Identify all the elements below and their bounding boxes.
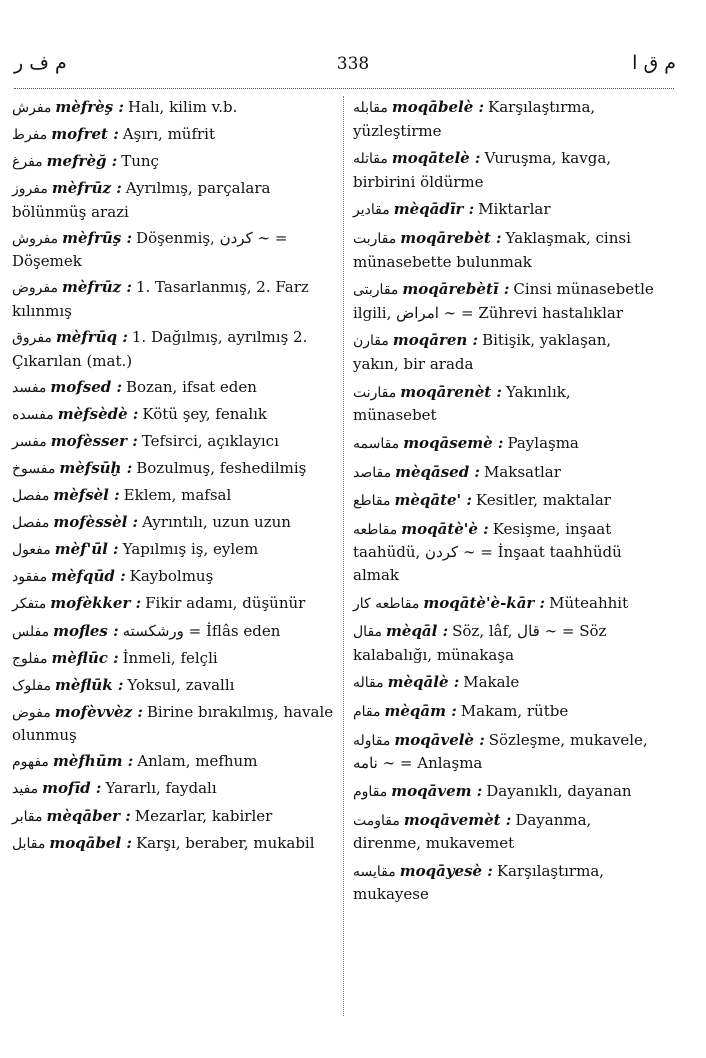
entry-arabic: مفعول [12, 542, 51, 559]
header-divider [14, 88, 674, 89]
entry-definition: Yoksul, zavallı [127, 675, 235, 694]
entry-headword: mefrèğ : [46, 152, 118, 171]
entry-headword: mofīd : [42, 779, 102, 798]
dictionary-entry [12, 674, 334, 698]
entry-arabic: مفسد [12, 379, 47, 396]
entry-arabic: مفروز [12, 181, 48, 198]
entry-headword: mèf'ūl : [54, 540, 119, 559]
entry-arabic: مقایسه [353, 863, 396, 880]
entry-arabic: مقاطعه کار [353, 595, 420, 612]
entry-arabic: مفسده [12, 406, 54, 423]
entry-definition: Maksatlar [483, 462, 561, 481]
entry-arabic: مفلوک [12, 677, 51, 694]
entry-definition: Bitişik, yaklaşan, yakın, bir arada [353, 331, 612, 373]
entry-headword: moqābel : [49, 833, 132, 852]
dictionary-entry [353, 729, 657, 775]
entry-headword: mèqāl : [386, 622, 449, 641]
dictionary-entry [353, 227, 657, 273]
entry-definition: Karşılaştırma, mukayese [353, 861, 605, 904]
dictionary-entry [12, 326, 334, 372]
right-column [353, 96, 657, 911]
entry-arabic: مفلس [12, 623, 50, 640]
entry-definition: Yaklaşmak, cinsi münasebette bulunmak [353, 229, 631, 271]
entry-headword: mèqām : [384, 702, 457, 721]
entry-headword: mofles : [53, 621, 119, 640]
dictionary-entry [12, 430, 334, 454]
entry-arabic: مفسوخ [12, 460, 56, 477]
dictionary-entry [353, 381, 657, 427]
entry-arabic: مفرط [12, 127, 48, 144]
entry-arabic: مفوض [12, 704, 51, 721]
entry-arabic: مفروض [12, 280, 58, 297]
entry-definition: Söz, lâf, قال ∼ = Söz kalabalığı, münakaşa [353, 622, 607, 664]
dictionary-entry [12, 832, 334, 856]
entry-arabic: مقارن [353, 333, 389, 350]
entry-headword: moqāvemèt : [403, 810, 512, 829]
dictionary-entry [353, 147, 657, 193]
entry-arabic: مفروق [12, 330, 52, 347]
header-left-letters: م ف ر [14, 52, 67, 74]
entry-arabic: مقال [353, 624, 383, 641]
header-right-letters: م ق ا [632, 52, 676, 74]
entry-definition: Tunç [121, 152, 159, 171]
entry-arabic: مقاطعه [353, 521, 398, 538]
dictionary-entry [353, 461, 657, 485]
entry-headword: mofèkker : [50, 594, 142, 613]
entry-definition: Vuruşma, kavga, birbirini öldürme [353, 149, 612, 191]
entry-headword: moqābelè : [391, 98, 485, 116]
entry-definition: Yararlı, faydalı [105, 779, 217, 798]
entry-definition: 1. Dağılmış, ayrılmış 2. Çıkarılan (mat.) [12, 328, 308, 370]
entry-definition: Dayanıklı, dayanan [486, 782, 632, 800]
dictionary-entry [12, 750, 334, 774]
dictionary-entry [12, 647, 334, 671]
dictionary-entry [12, 805, 334, 829]
dictionary-entry [12, 403, 334, 427]
entry-definition: Yapılmış iş, eylem [122, 540, 259, 559]
entry-headword: mèfrèş : [55, 98, 124, 116]
entry-headword: mèfsèdè : [57, 404, 139, 423]
entry-arabic: مقاله [353, 675, 384, 692]
entry-headword: moqāvelè : [394, 730, 485, 749]
entry-arabic: مفروش [12, 230, 59, 247]
entry-headword: moqāsemè : [403, 433, 504, 452]
dictionary-entry [12, 150, 334, 174]
entry-arabic: مقاوم [353, 784, 388, 800]
page-number: 338 [336, 54, 370, 74]
dictionary-entry [12, 484, 334, 508]
entry-definition: Makale [463, 673, 520, 692]
entry-headword: mèqādīr : [393, 200, 475, 219]
entry-headword: mèfrūq : [55, 328, 128, 347]
dictionary-entry [353, 809, 657, 855]
dictionary-entry [353, 860, 657, 906]
entry-headword: mèfsūḫ : [59, 458, 133, 477]
dictionary-entry [12, 701, 334, 747]
dictionary-entry [12, 511, 334, 535]
entry-arabic: مقاسمه [353, 435, 400, 452]
dictionary-entry [12, 620, 334, 644]
dictionary-entry [353, 489, 657, 513]
entry-headword: mèqāte' : [394, 491, 472, 510]
entry-definition: Halı, kilim v.b. [127, 98, 238, 116]
entry-definition: Paylaşma [507, 433, 579, 452]
entry-definition: Döşenmiş, کردن ∼ = Döşemek [12, 228, 288, 271]
entry-headword: moqārenèt : [400, 382, 502, 401]
entry-headword: moqāyesè : [399, 861, 493, 880]
entry-definition: Fikir adamı, düşünür [145, 594, 306, 613]
dictionary-entry [12, 592, 334, 616]
entry-definition: Sözleşme, mukavele, نامه ∼ = Anlaşma [353, 730, 648, 773]
entry-headword: moqāren : [392, 331, 479, 350]
entry-definition: Tefsirci, açıklayıcı [141, 431, 279, 450]
entry-arabic: مقابر [12, 808, 43, 825]
entry-definition: Müteahhit [549, 593, 629, 612]
dictionary-entry [353, 592, 657, 616]
entry-headword: mèfsèl : [53, 486, 120, 505]
dictionary-entry [12, 227, 334, 273]
dictionary-entry [353, 96, 657, 142]
entry-headword: moqārebèt : [400, 229, 502, 248]
entry-arabic: مفصل [12, 515, 50, 532]
dictionary-entry [353, 278, 657, 324]
entry-headword: mèflūk : [54, 675, 124, 694]
entry-headword: mofret : [51, 125, 119, 144]
entry-definition: Birine bırakılmış, havale olunmuş [12, 702, 334, 745]
entry-headword: mèflūc : [51, 648, 119, 667]
entry-arabic: مقاربت [353, 231, 397, 248]
entry-definition: Eklem, mafsal [123, 486, 232, 505]
dictionary-entry [12, 96, 334, 120]
entry-headword: moqātè'è : [401, 519, 489, 538]
entry-headword: moqāvem : [391, 782, 483, 800]
dictionary-entry [353, 518, 657, 587]
entry-headword: moqātè'è-kār : [423, 593, 546, 612]
entry-definition: 1. Tasarlanmış, 2. Farz kılınmış [12, 278, 309, 320]
entry-headword: mofèvvèz : [54, 702, 143, 721]
entry-definition: Kaybolmuş [129, 567, 214, 586]
entry-arabic: مفلوج [12, 650, 48, 667]
entry-definition: Cinsi münasebetle ilgili, امراض ∼ = Zührevi hastalıklar [353, 280, 654, 322]
dictionary-entry [12, 276, 334, 322]
entry-arabic: مفید [12, 781, 39, 798]
dictionary-entry [353, 700, 657, 724]
entry-arabic: مقابل [12, 835, 46, 852]
entry-headword: mèqāber : [46, 806, 131, 825]
entry-headword: moqārebètī : [402, 280, 510, 299]
entry-arabic: مقاطع [353, 493, 391, 510]
entry-definition: Ayrılmış, parçalara bölünmüş arazi [12, 179, 271, 221]
dictionary-entry [12, 538, 334, 562]
entry-arabic: مقام [353, 704, 381, 721]
dictionary-entry [12, 376, 334, 400]
dictionary-entry [12, 177, 334, 223]
entry-definition: İnmeli, felçli [122, 648, 218, 667]
entry-definition: Kesişme, inşaat taahüdü, کردن ∼ = İnşaat taahhüdü almak [353, 519, 622, 584]
entry-headword: mèqālè : [387, 673, 460, 692]
entry-arabic: مفصل [12, 488, 50, 505]
entry-arabic: مقاومت [353, 812, 400, 829]
dictionary-entry [353, 198, 657, 222]
entry-arabic: مفهوم [12, 754, 49, 771]
dictionary-entry [12, 777, 334, 801]
entry-headword: mèqāsed : [395, 462, 480, 481]
dictionary-entry [353, 780, 657, 804]
entry-definition: Ayrıntılı, uzun uzun [142, 513, 291, 532]
entry-arabic: مفرش [12, 100, 52, 116]
entry-arabic: مقاصد [353, 464, 392, 481]
entry-arabic: مقاربتی [353, 282, 399, 299]
dictionary-entry [353, 620, 657, 666]
entry-headword: mèfhūm : [52, 752, 134, 771]
entry-arabic: مقابله [353, 100, 388, 116]
page-header [0, 52, 706, 82]
entry-headword: mèfrūz : [62, 278, 132, 297]
entry-arabic: مفسر [12, 433, 47, 450]
entry-definition: Mezarlar, kabirler [134, 806, 273, 825]
entry-arabic: متفکر [12, 596, 47, 613]
entry-headword: mèfrūz : [51, 179, 122, 198]
left-column [12, 96, 334, 859]
entry-definition: Karşılaştırma, yüzleştirme [353, 98, 596, 140]
column-divider [343, 96, 344, 1016]
dictionary-entry [353, 671, 657, 695]
entry-definition: Kesitler, maktalar [475, 491, 611, 510]
dictionary-entry [12, 565, 334, 589]
entry-arabic: مفرغ [12, 154, 43, 171]
entry-definition: Aşırı, müfrit [122, 125, 215, 144]
dictionary-entry [353, 329, 657, 375]
dictionary-entry [12, 123, 334, 147]
entry-definition: Anlam, mefhum [137, 752, 258, 771]
entry-headword: mofèsser : [50, 431, 138, 450]
entry-definition: Yakınlık, münasebet [353, 382, 571, 425]
entry-definition: Makam, rütbe [460, 702, 569, 721]
entry-definition: ورشکسته = İflâs eden [122, 621, 281, 640]
entry-arabic: مقاوله [353, 732, 391, 749]
dictionary-entry [353, 432, 657, 456]
entry-definition: Karşı, beraber, mukabil [135, 833, 315, 852]
entry-definition: Kötü şey, fenalık [142, 404, 268, 423]
entry-headword: mèfqūd : [51, 567, 126, 586]
entry-headword: mofèssèl : [53, 513, 139, 532]
entry-headword: mofsed : [50, 377, 122, 396]
entry-definition: Miktarlar [478, 200, 551, 219]
entry-arabic: مقادیر [353, 202, 390, 219]
entry-headword: mèfrūş : [62, 228, 133, 247]
entry-headword: moqātelè : [391, 149, 481, 168]
entry-arabic: مقاتله [353, 151, 388, 168]
entry-definition: Bozan, ifsat eden [126, 377, 257, 396]
entry-arabic: مفقود [12, 569, 48, 586]
entry-definition: Dayanma, direnme, mukavemet [353, 810, 592, 853]
entry-arabic: مقارنت [353, 384, 397, 401]
dictionary-entry [12, 457, 334, 481]
entry-definition: Bozulmuş, feshedilmiş [136, 458, 307, 477]
